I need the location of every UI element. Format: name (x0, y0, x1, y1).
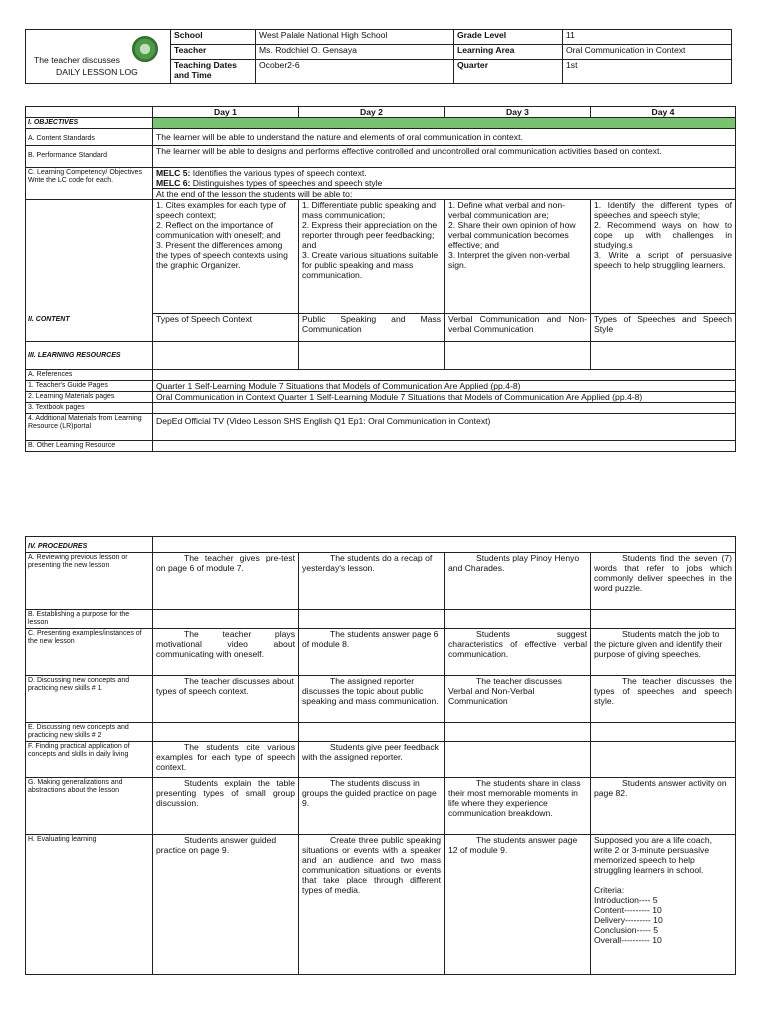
proc-h-label: H. Evaluating learning (26, 835, 153, 975)
performance-standard-label: B. Performance Standard (26, 146, 153, 168)
content-day3: Verbal Communication and Non-verbal Communication (445, 314, 591, 342)
objectives-day1: 1. Cites examples for each type of speech context; 2. Reflect on the importance of communication with oneself; and 3. Present the differences among the types of speech contexts using the graphic Organizer. (153, 200, 299, 314)
proc-c-day1: The teacher plays motivational video about communicating with oneself. (153, 629, 299, 676)
proc-f-day1: The students cite various examples for each type of speech context. (153, 742, 299, 778)
proc-h-day2: Create three public speaking situations or events with a speaker and an audience and two mass communication situations or events that take place through different types of media. (299, 835, 445, 975)
day4-header: Day 4 (591, 107, 736, 118)
quarter-label: Quarter (454, 60, 563, 84)
teacher-value: Ms. Rodchiel O. Gensaya (256, 45, 454, 60)
proc-g-day3: The students share in class their most memorable moments in life where they experience communication breakdown. (445, 778, 591, 835)
tg-label: 1. Teacher's Guide Pages (26, 381, 153, 392)
proc-a-day3: Students play Pinoy Henyo and Charades. (445, 553, 591, 610)
other-resource-label: B. Other Learning Resource (26, 441, 153, 452)
school-seal-icon (132, 36, 158, 62)
proc-h-day4-text: Supposed you are a life coach, write 2 or 3-minute persuasive memorized speech to help struggling learners in school. Criteria: Introduction---- 5 Content--------- 10 Delivery--------- 10 Conclusion----- 5 Overall---------- 10 (594, 835, 713, 945)
melc5-text: Identifies the various types of speech context. (190, 168, 367, 178)
melc-cell (153, 168, 736, 189)
procedures-label: IV. PROCEDURES (26, 537, 153, 553)
tg-text: Quarter 1 Self-Learning Module 7 Situations that Models of Communication Are Applied (pp.4-8) (153, 381, 736, 392)
proc-g-day4: Students answer activity on page 82. (591, 778, 736, 835)
proc-c-label: C. Presenting examples/instances of the new lesson (26, 629, 153, 676)
school-value: West Palale National High School (256, 30, 454, 45)
teacher-label: Teacher (171, 45, 256, 60)
content-standards-text: The learner will be able to understand the nature and elements of oral communication in context. (153, 129, 736, 146)
proc-d-day4: The teacher discusses the types of speeches and speech style. (591, 676, 736, 723)
proc-a-day1: The teacher gives pre-test on page 6 of module 7. (153, 553, 299, 610)
resources-label: III. LEARNING RESOURCES (26, 342, 153, 370)
content-standards-label: A. Content Standards (26, 129, 153, 146)
proc-d-day1: The teacher discusses about types of speech context. (153, 676, 299, 723)
procedures-table (25, 536, 736, 975)
proc-h-day1: Students answer guided practice on page 9. (153, 835, 299, 975)
proc-d-day3: The teacher discusses Verbal and Non-Verbal Communication (445, 676, 591, 723)
proc-d-day2: The assigned reporter discusses the topic about public speaking and mass communication. (299, 676, 445, 723)
competency-label: C. Learning Competency/ Objectives Write the LC code for each. (26, 168, 153, 200)
title-line1: The teacher discusses (34, 55, 120, 65)
day2-header: Day 2 (299, 107, 445, 118)
day1-header: Day 1 (153, 107, 299, 118)
lm-label: 2. Learning Materials pages (26, 392, 153, 403)
proc-d-label: D. Discussing new concepts and practicing new skills # 1 (26, 676, 153, 723)
objectives-intro: At the end of the lesson the students will be able to: (153, 189, 736, 200)
references-label: A. References (26, 370, 153, 381)
melc6-code: MELC 6: (156, 178, 191, 188)
proc-a-label: A. Reviewing previous lesson or presenting the new lesson (26, 553, 153, 610)
content-label: II. CONTENT (26, 200, 153, 342)
proc-h-day3: The students answer page 12 of module 9. (445, 835, 591, 975)
proc-h-day4 (591, 835, 736, 975)
melc6-text: Distinguishes types of speeches and speech style (190, 178, 383, 188)
proc-g-label: G. Making generalizations and abstractions about the lesson (26, 778, 153, 835)
proc-c-day2: The students answer page 6 of module 8. (299, 629, 445, 676)
proc-c-day3: Students suggest characteristics of effective verbal communication. (445, 629, 591, 676)
objectives-day4: 1. Identify the different types of speeches and speech style; 2. Recommend ways on how to cope up with challenges in studying.s 3. Write a script of persuasive speech to help struggling learners. (591, 200, 736, 314)
objectives-table (25, 106, 736, 452)
title-line2: DAILY LESSON LOG (56, 67, 138, 77)
school-label: School (171, 30, 256, 45)
proc-b-label: B. Establishing a purpose for the lesson (26, 610, 153, 629)
proc-g-day1: Students explain the table presenting types of small group discussion. (153, 778, 299, 835)
grade-label: Grade Level (454, 30, 563, 45)
lm-text: Oral Communication in Context Quarter 1 Self-Learning Module 7 Situations that Models of Communication Are Applied (pp.4-8) (153, 392, 736, 403)
performance-standard-text: The learner will be able to designs and performs effective controlled and uncontrolled oral communication activities based on context. (153, 146, 736, 168)
quarter-value: 1st (563, 60, 732, 84)
objectives-day3: 1. Define what verbal and non-verbal communication are; 2. Share their own opinion of how verbal communication becomes effective; and 3. Interpret the given non-verbal sign. (445, 200, 591, 314)
objectives-label: I. OBJECTIVES (26, 118, 153, 129)
proc-c-day4: Students match the job to the picture given and identify their purpose of giving speeches. (591, 629, 736, 676)
proc-f-label: F. Finding practical application of concepts and skills in daily living (26, 742, 153, 778)
objectives-bar (153, 118, 736, 129)
dates-value: Ocober2-6 (256, 60, 454, 84)
area-value: Oral Communication in Context (563, 45, 732, 60)
content-day4: Types of Speeches and Speech Style (591, 314, 736, 342)
content-day1: Types of Speech Context (153, 314, 299, 342)
objectives-day2: 1. Differentiate public speaking and mass communication; 2. Express their appreciation on the reporter through peer feedbacking; and 3. Create various situations suitable for public speaking and mass communication. (299, 200, 445, 314)
title-cell (26, 30, 171, 84)
additional-label: 4. Additional Materials from Learning Resource (LR)portal (26, 414, 153, 441)
content-day2: Public Speaking and Mass Communication (299, 314, 445, 342)
day3-header: Day 3 (445, 107, 591, 118)
proc-f-day2: Students give peer feedback with the assigned reporter. (299, 742, 445, 778)
tb-label: 3. Textbook pages (26, 403, 153, 414)
dates-label: Teaching Dates and Time (171, 60, 256, 84)
additional-text: DepEd Official TV (Video Lesson SHS English Q1 Ep1: Oral Communication in Context) (153, 414, 736, 441)
proc-e-label: E. Discussing new concepts and practicing new skills # 2 (26, 723, 153, 742)
header-table (25, 29, 732, 84)
melc5-code: MELC 5: (156, 168, 191, 178)
proc-a-day4: Students find the seven (7) words that refer to jobs which commonly deliver speeches in the word puzzle. (591, 553, 736, 610)
area-label: Learning Area (454, 45, 563, 60)
proc-g-day2: The students discuss in groups the guided practice on page 9. (299, 778, 445, 835)
grade-value: 11 (563, 30, 732, 45)
proc-a-day2: The students do a recap of yesterday's lesson. (299, 553, 445, 610)
